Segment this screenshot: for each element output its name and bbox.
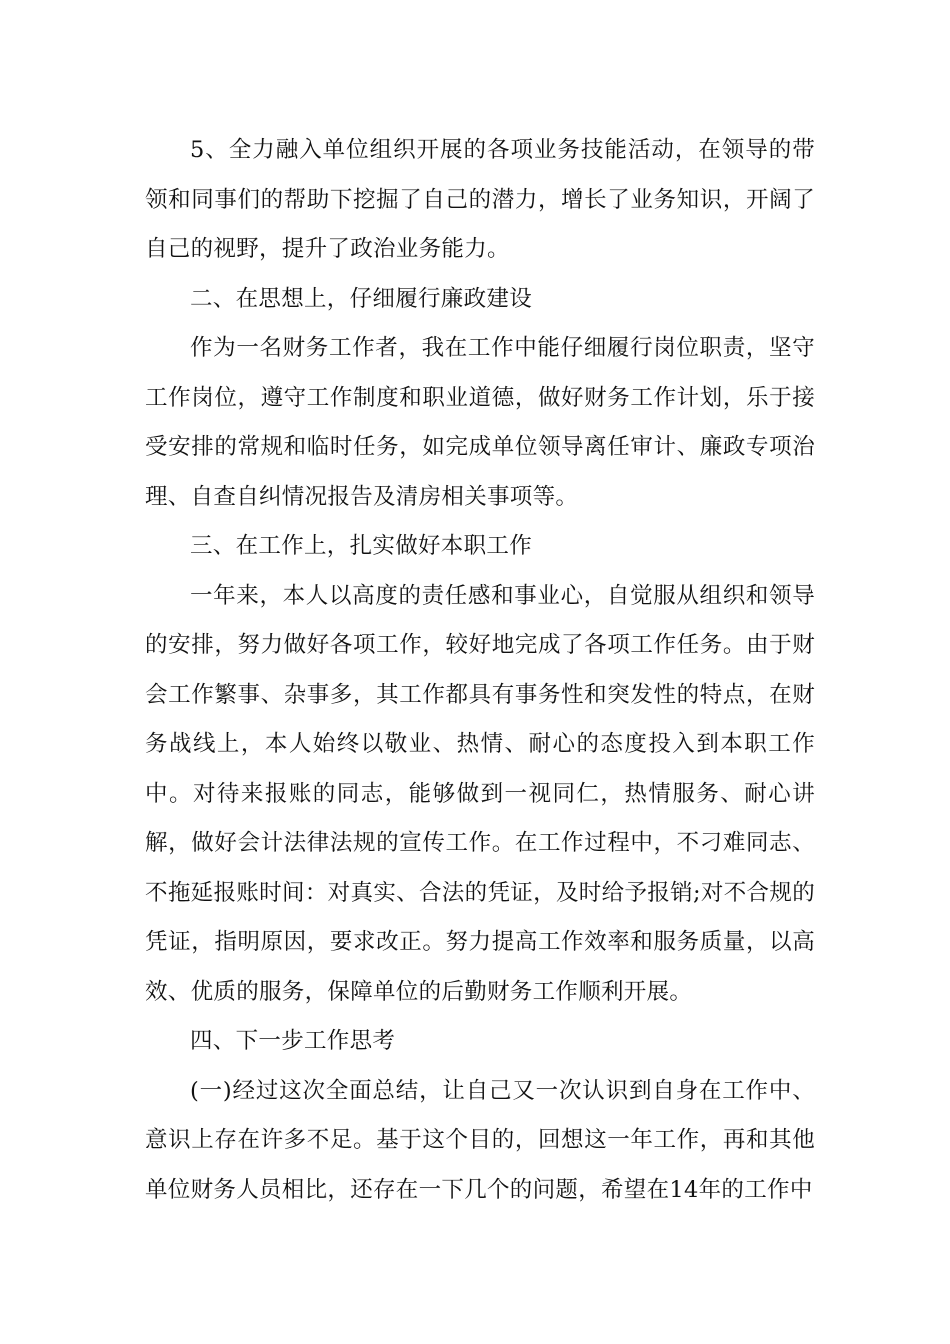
paragraph-reflection: (一)经过这次全面总结，让自己又一次认识到自身在工作中、意识上存在许多不足。基于这个目的，回想这一年工作，再和其他单位财务人员相比，还存在一下几个的问题，希望在14年的工作中 xyxy=(145,1077,815,1203)
heading-work: 三、在工作上，扎实做好本职工作 xyxy=(190,533,533,559)
paragraph-skills-activities: 5、全力融入单位组织开展的各项业务技能活动，在领导的带领和同事们的帮助下挖掘了自己的潜力，增长了业务知识，开阔了自己的视野，提升了政治业务能力。 xyxy=(145,137,815,262)
heading-next-steps: 四、下一步工作思考 xyxy=(190,1028,396,1054)
paragraph-finance-duties: 作为一名财务工作者，我在工作中能仔细履行岗位职责，坚守工作岗位，遵守工作制度和职业道德，做好财务工作计划，乐于接受安排的常规和临时任务，如完成单位领导离任审计、廉政专项治理、自查自纠情况报告及清房相关事项等。 xyxy=(145,335,815,510)
paragraph-work-summary: 一年来，本人以高度的责任感和事业心，自觉服从组织和领导的安排，努力做好各项工作，较好地完成了各项工作任务。由于财会工作繁事、杂事多，其工作都具有事务性和突发性的特点，在财务战线上，本人始终以敬业、热情、耐心的态度投入到本职工作中。对待来报账的同志，能够做到一视同仁，热情服务、耐心讲解，做好会计法律法规的宣传工作。在工作过程中，不刁难同志、不拖延报账时间：对真实、合法的凭证，及时给予报销;对不合规的凭证，指明原因，要求改正。努力提高工作效率和服务质量，以高效、优质的服务，保障单位的后勤财务工作顺利开展。 xyxy=(145,582,815,1005)
document-body xyxy=(145,126,815,1215)
heading-ideology: 二、在思想上，仔细履行廉政建设 xyxy=(190,285,533,312)
